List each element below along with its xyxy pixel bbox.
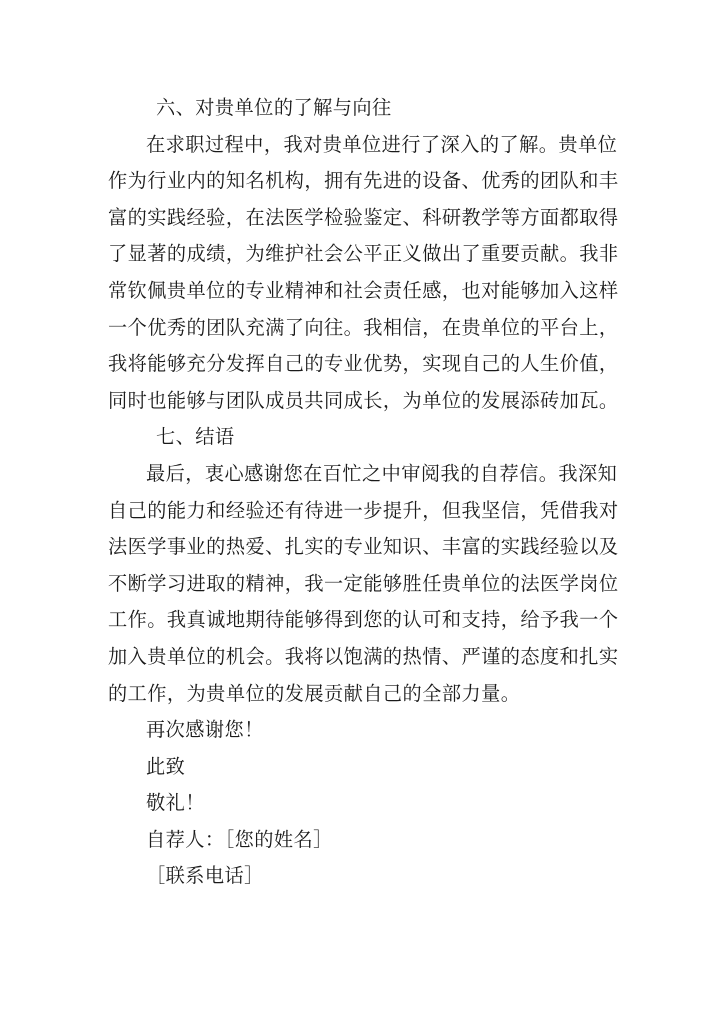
paragraph-line: 富的实践经验，在法医学检验鉴定、科研教学等方面都取得 — [108, 205, 619, 229]
closing-thanks: 再次感谢您！ — [146, 718, 264, 742]
paragraph-line: 了显著的成绩，为维护社会公平正义做出了重要贡献。我非 — [108, 242, 619, 266]
paragraph-line: 最后，衷心感谢您在百忙之中审阅我的自荐信。我深知 — [146, 461, 618, 485]
paragraph-line: 作为行业内的知名机构，拥有先进的设备、优秀的团队和丰 — [108, 169, 619, 193]
section-heading: 七、结语 — [156, 425, 235, 449]
contact-line: ［联系电话］ — [146, 864, 264, 888]
paragraph-line: 同时也能够与团队成员共同成长，为单位的发展添砖加瓦。 — [108, 388, 619, 412]
paragraph-line: 的工作，为贵单位的发展贡献自己的全部力量。 — [108, 681, 521, 705]
paragraph-line: 不断学习进取的精神，我一定能够胜任贵单位的法医学岗位 — [108, 571, 619, 595]
paragraph-line: 我将能够充分发挥自己的专业优势，实现自己的人生价值， — [108, 352, 619, 376]
paragraph-line: 加入贵单位的机会。我将以饱满的热情、严谨的态度和扎实 — [108, 644, 619, 668]
paragraph-line: 常钦佩贵单位的专业精神和社会责任感，也对能够加入这样 — [108, 278, 619, 302]
paragraph-line: 在求职过程中，我对贵单位进行了深入的了解。贵单位 — [146, 132, 618, 156]
signature-line: 自荐人：［您的姓名］ — [146, 827, 333, 851]
paragraph-line: 一个优秀的团队充满了向往。我相信，在贵单位的平台上， — [108, 315, 619, 339]
section-heading: 六、对贵单位的了解与向往 — [156, 96, 392, 119]
closing-salute: 此致 — [146, 754, 186, 778]
document-page — [108, 90, 619, 895]
paragraph-line: 法医学事业的热爱、扎实的专业知识、丰富的实践经验以及 — [108, 535, 619, 559]
paragraph-line: 工作。我真诚地期待能够得到您的认可和支持，给予我一个 — [108, 608, 619, 632]
closing-salute-respect: 敬礼！ — [146, 791, 205, 815]
paragraph-line: 自己的能力和经验还有待进一步提升，但我坚信，凭借我对 — [108, 498, 619, 522]
